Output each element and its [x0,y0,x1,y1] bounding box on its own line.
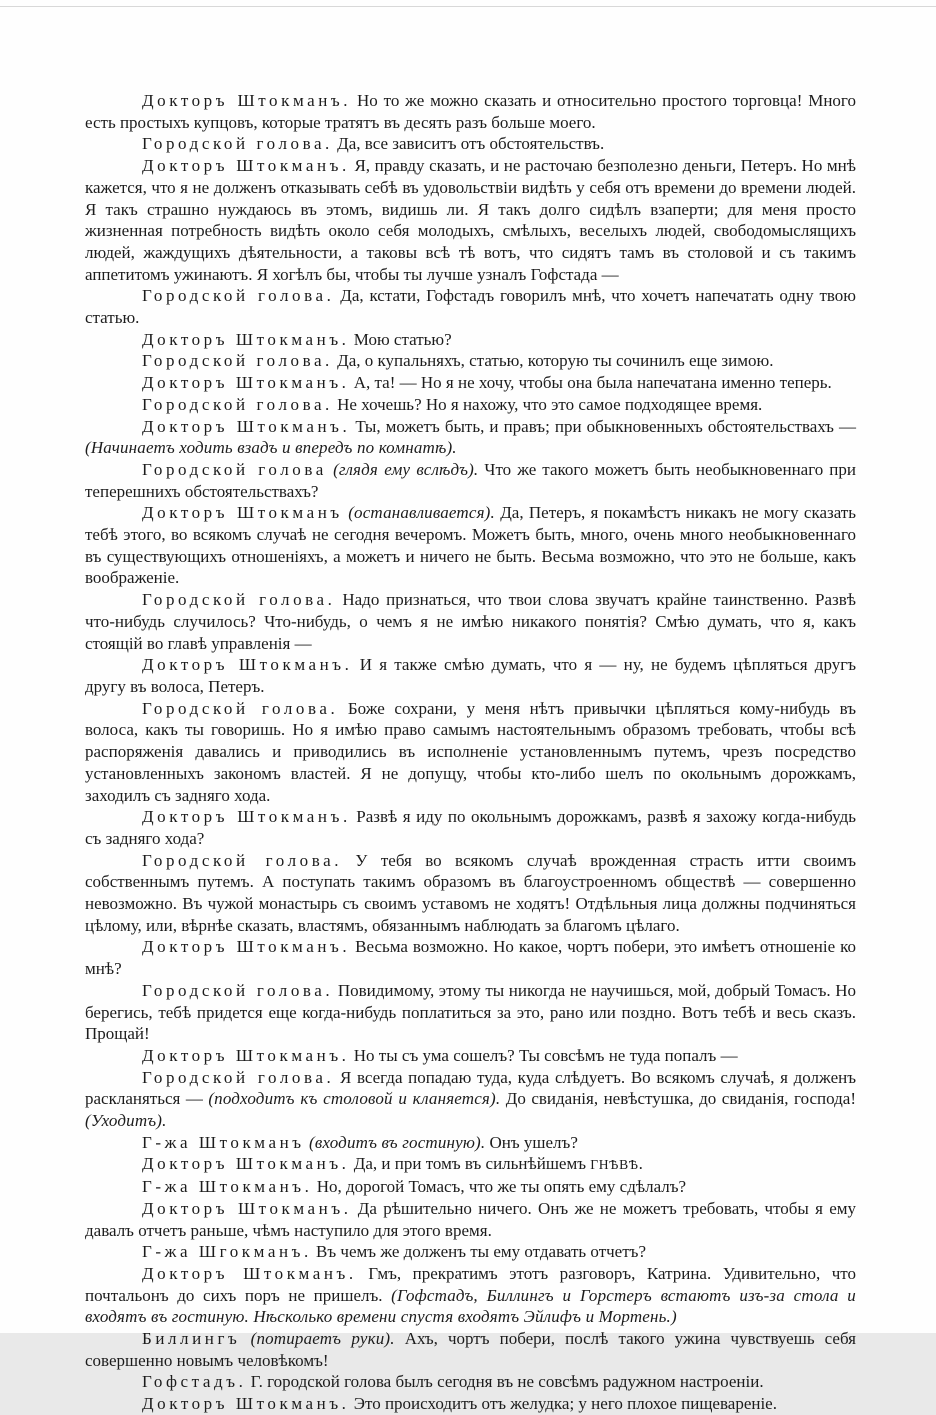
dialogue-text: Я всегда попадаю туда, куда слѣдуетъ. Во всякомъ случаѣ, я долженъ раскланяться — [85,1067,856,1109]
dialogue-text: . [638,1154,643,1174]
dialogue-text: Ты, можетъ быть, и правъ; при обыкновенныхъ обстоятельствахъ — [350,416,856,436]
paragraph [85,1371,856,1393]
stage-direction: (Гофстадъ, Биллингъ и Горстеръ встаютъ изъ-за стола и входятъ въ гостиную. Нѣсколько времени спустя входятъ Эйлифъ и Мортень.) [85,1285,856,1327]
speaker-name: Докторъ Штокманъ. [142,807,351,827]
speaker-name: Докторъ Штокманъ. [142,937,351,957]
paragraph [85,698,856,807]
emphasized-word: ГНѢВѢ [590,1157,639,1173]
speaker-name: Докторъ Штокманъ. [142,1198,352,1218]
paragraph [85,1132,856,1154]
paragraph [85,850,856,937]
stage-direction: (потираетъ руки). [240,1329,395,1349]
paragraph [85,329,856,351]
speaker-name: Городской голова. [142,850,343,870]
paragraph [85,1045,856,1067]
paragraph [85,155,856,285]
stage-direction: (глядя ему вслѣдъ). [326,459,479,479]
speaker-name: Городской голова. [142,134,333,154]
dialogue-text: У тебя во всякомъ случаѣ врожденная страсть итти своимъ собственнымъ путемъ. А поступать такимъ образомъ въ благоустроенномъ обществѣ — совершенно невозможно. Въ чужой монастырь съ своимъ уставомъ не ходятъ! Отдѣльныя лица должны подчиняться цѣлому, или, вѣрнѣе сказать, властямъ, обязаннымъ наблюдать за благомъ цѣлаго. [85,850,856,935]
stage-direction: (входитъ въ гостиную). [304,1132,486,1152]
paragraph [85,285,856,328]
paragraph [85,1328,856,1371]
speaker-name: Докторъ Штокманъ. [142,1154,350,1174]
paragraph [85,806,856,849]
dialogue-text: Надо признаться, что твои слова звучатъ крайне таинственно. Развѣ что-нибудь случилось? Что-нибудь, о чемъ я не имѣю никакого понятія? Смѣю думать, что я, какъ стоящій во главѣ управленія — [85,590,856,653]
dialogue-text: Это происходитъ отъ желудка; у него плохое пищевареніе. [349,1394,777,1414]
dialogue-text: Я, правду сказать, и не расточаю безполезно деньги, Петеръ. Но мнѣ кажется, что я не долженъ отказывать себѣ въ удовольствіи видѣть у себя отъ времени до времени людей. Я такъ страшно нуждаюсь въ этомъ, видишь ли. Я такъ долго сидѣлъ взаперти; для меня просто жизненная потребность видѣть около себя молодыхъ, смѣлыхъ, веселыхъ людей, свободомыслящихъ людей, жаждущихъ дѣятельности, а таковы всѣ тѣ вотъ, что сидятъ тамъ въ столовой и съ такимъ аппетитомъ ужинаютъ. Я хогѣлъ бы, чтобы ты лучше узналъ Гофстада — [85,156,856,284]
paragraph [85,980,856,1045]
paragraph [85,1198,856,1241]
speaker-name: Докторъ Штокманъ. [142,373,350,393]
dialogue-text: Да, Петеръ, я покамѣстъ никакъ не могу сказать тебѣ этого, во всякомъ случаѣ не сегодня вечеромъ. Можетъ быть, много, очень много необыкновеннаго въ существующихъ отношеніяхъ, а можетъ и ничего не быть. Весьма возможно, что это не больше, какъ воображеніе. [85,503,856,588]
speaker-name: Гофстадъ. [142,1372,247,1392]
paragraph [85,459,856,502]
paragraph [85,394,856,416]
dialogue-text: Что же такого можетъ быть необыкновеннаго при теперешнихъ обстоятельствахъ? [85,459,856,501]
dialogue-text: Развѣ я иду по окольнымъ дорожкамъ, развѣ я захожу когда-нибудь съ задняго хода? [85,807,856,848]
dialogue-text: Но ты съ ума сошелъ? Ты совсѣмъ не туда попалъ — [349,1045,738,1065]
speaker-name: Докторъ Штокманъ. [142,1394,350,1414]
paragraph [85,1176,856,1198]
dialogue-text: До свиданія, невѣстушка, до свиданія, господа! [500,1089,857,1109]
speaker-name: Докторъ Штокманъ. [142,91,352,110]
paragraph [85,416,856,459]
speaker-name: Г-жа Штокманъ. [142,1177,313,1197]
speaker-name: Докторъ Штокманъ. [142,1045,350,1065]
stage-direction: (Начинаетъ ходить взадъ и впередъ по комнатѣ). [85,438,457,458]
dialogue-text: Онъ ушелъ? [485,1132,578,1152]
speaker-name: Докторъ Штокманъ [142,503,343,523]
paragraph [85,936,856,979]
speaker-name: Г-жа Штокманъ [142,1132,305,1152]
paragraph [85,654,856,697]
dialogue-text: Г. городской голова былъ сегодня въ не совсѣмъ радужном настроеніи. [246,1372,764,1392]
paragraph [85,133,856,155]
speaker-name: Городской голова [142,459,327,479]
speaker-name: Городской голова. [142,590,336,610]
speaker-name: Биллингъ [142,1329,241,1349]
dialogue-text: Да рѣшительно ничего. Онъ же не можетъ требовать, чтобы я ему давалъ отчетъ раньше, чѣмъ наступило для этого время. [85,1198,856,1240]
paragraph [85,1067,856,1132]
speaker-name: Городской голова. [142,698,339,718]
speaker-name: Городской голова. [142,351,333,371]
speaker-name: Докторъ Штокманъ. [142,655,353,675]
dialogue-text: И я также смѣю думать, что я — ну, не будемъ цѣпляться другъ другу въ волоса, Петеръ. [85,655,856,696]
speaker-name: Городской голова. [142,394,333,414]
paragraph [85,350,856,372]
paragraph [85,502,856,589]
dialogue-text: Но, дорогой Томасъ, что же ты опять ему сдѣлалъ? [312,1177,687,1197]
dialogue-text: Да, о купальняхъ, статью, которую ты сочинилъ еще зимою. [332,351,774,371]
stage-direction: (Уходитъ). [85,1111,167,1131]
speaker-name: Докторъ Штокманъ. [142,416,351,436]
stage-direction: (останавливается). [342,503,495,523]
paragraph [85,1241,856,1263]
paragraph [85,1153,856,1176]
paragraph [85,90,856,133]
dialogue-text: Ахъ, чортъ побери, послѣ такого ужина чувствуешь себя совершенно новымъ человѣкомъ! [85,1329,856,1370]
dialogue-text: Да, все зависитъ отъ обстоятельствъ. [332,134,605,154]
paragraph [85,1393,856,1415]
paragraph [85,1263,856,1328]
dialogue-text: Да, кстати, Гофстадъ говорилъ мнѣ, что хочетъ напечатать одну твою статью. [85,286,856,328]
dialogue-text: Боже сохрани, у меня нѣтъ привычки цѣпляться кому-нибудь въ волоса, какъ ты говоришь. Но я имѣю право самымъ настоятельнымъ образомъ требовать, чтобы всѣ распоряженія давались и приводились въ исполненіе установленнымъ путемъ, чрезъ посредство установленныхъ закономъ властей. Я не допущу, чтобы кто-либо шелъ по окольнымъ дорожкамъ, заходилъ съ задняго хода. [85,698,856,805]
dialogue-text: Не хочешь? Но я нахожу, что это самое подходящее время. [332,394,763,414]
dialogue-text: Гмъ, прекратимъ этотъ разговоръ, Катрина. Удивительно, что почтальонъ до сихъ поръ не пришелъ. [85,1263,856,1305]
speaker-name: Г-жа Шгокманъ. [142,1242,312,1262]
paragraph [85,589,856,654]
speaker-name: Городской голова. [142,286,335,306]
dialogue-text: Но то же можно сказать и относительно простого торговца! Много есть простыхъ купцовъ, которые тратятъ въ десять разъ больше моего. [85,91,856,132]
speaker-name: Городской голова. [142,1067,335,1087]
speaker-name: Докторъ Штокманъ. [142,1263,357,1283]
play-text [85,90,856,1415]
speaker-name: Докторъ Штокманъ. [142,329,350,349]
stage-direction: (подходитъ къ столовой и кланяется). [208,1089,501,1109]
dialogue-text: Да, и при томъ въ сильнѣйшемъ [349,1154,591,1174]
dialogue-text: Мою статью? [349,329,452,349]
speaker-name: Городской голова. [142,980,334,1000]
speaker-name: Докторъ Штокманъ. [142,156,350,176]
dialogue-text: Повидимому, этому ты никогда не научишься, мой, добрый Томасъ. Но берегись, тебѣ придется еще когда-нибудь поплатиться за это, рано или поздно. Вотъ тебѣ и весь сказъ. Прощай! [85,980,857,1044]
dialogue-text: Весьма возможно. Но какое, чортъ побери, это имѣетъ отношеніе ко мнѣ? [85,937,856,979]
paragraph [85,372,856,394]
dialogue-text: Въ чемъ же долженъ ты ему отдавать отчетъ? [311,1242,646,1262]
dialogue-text: А, та! — Но я не хочу, чтобы она была напечатана именно теперь. [349,373,832,393]
